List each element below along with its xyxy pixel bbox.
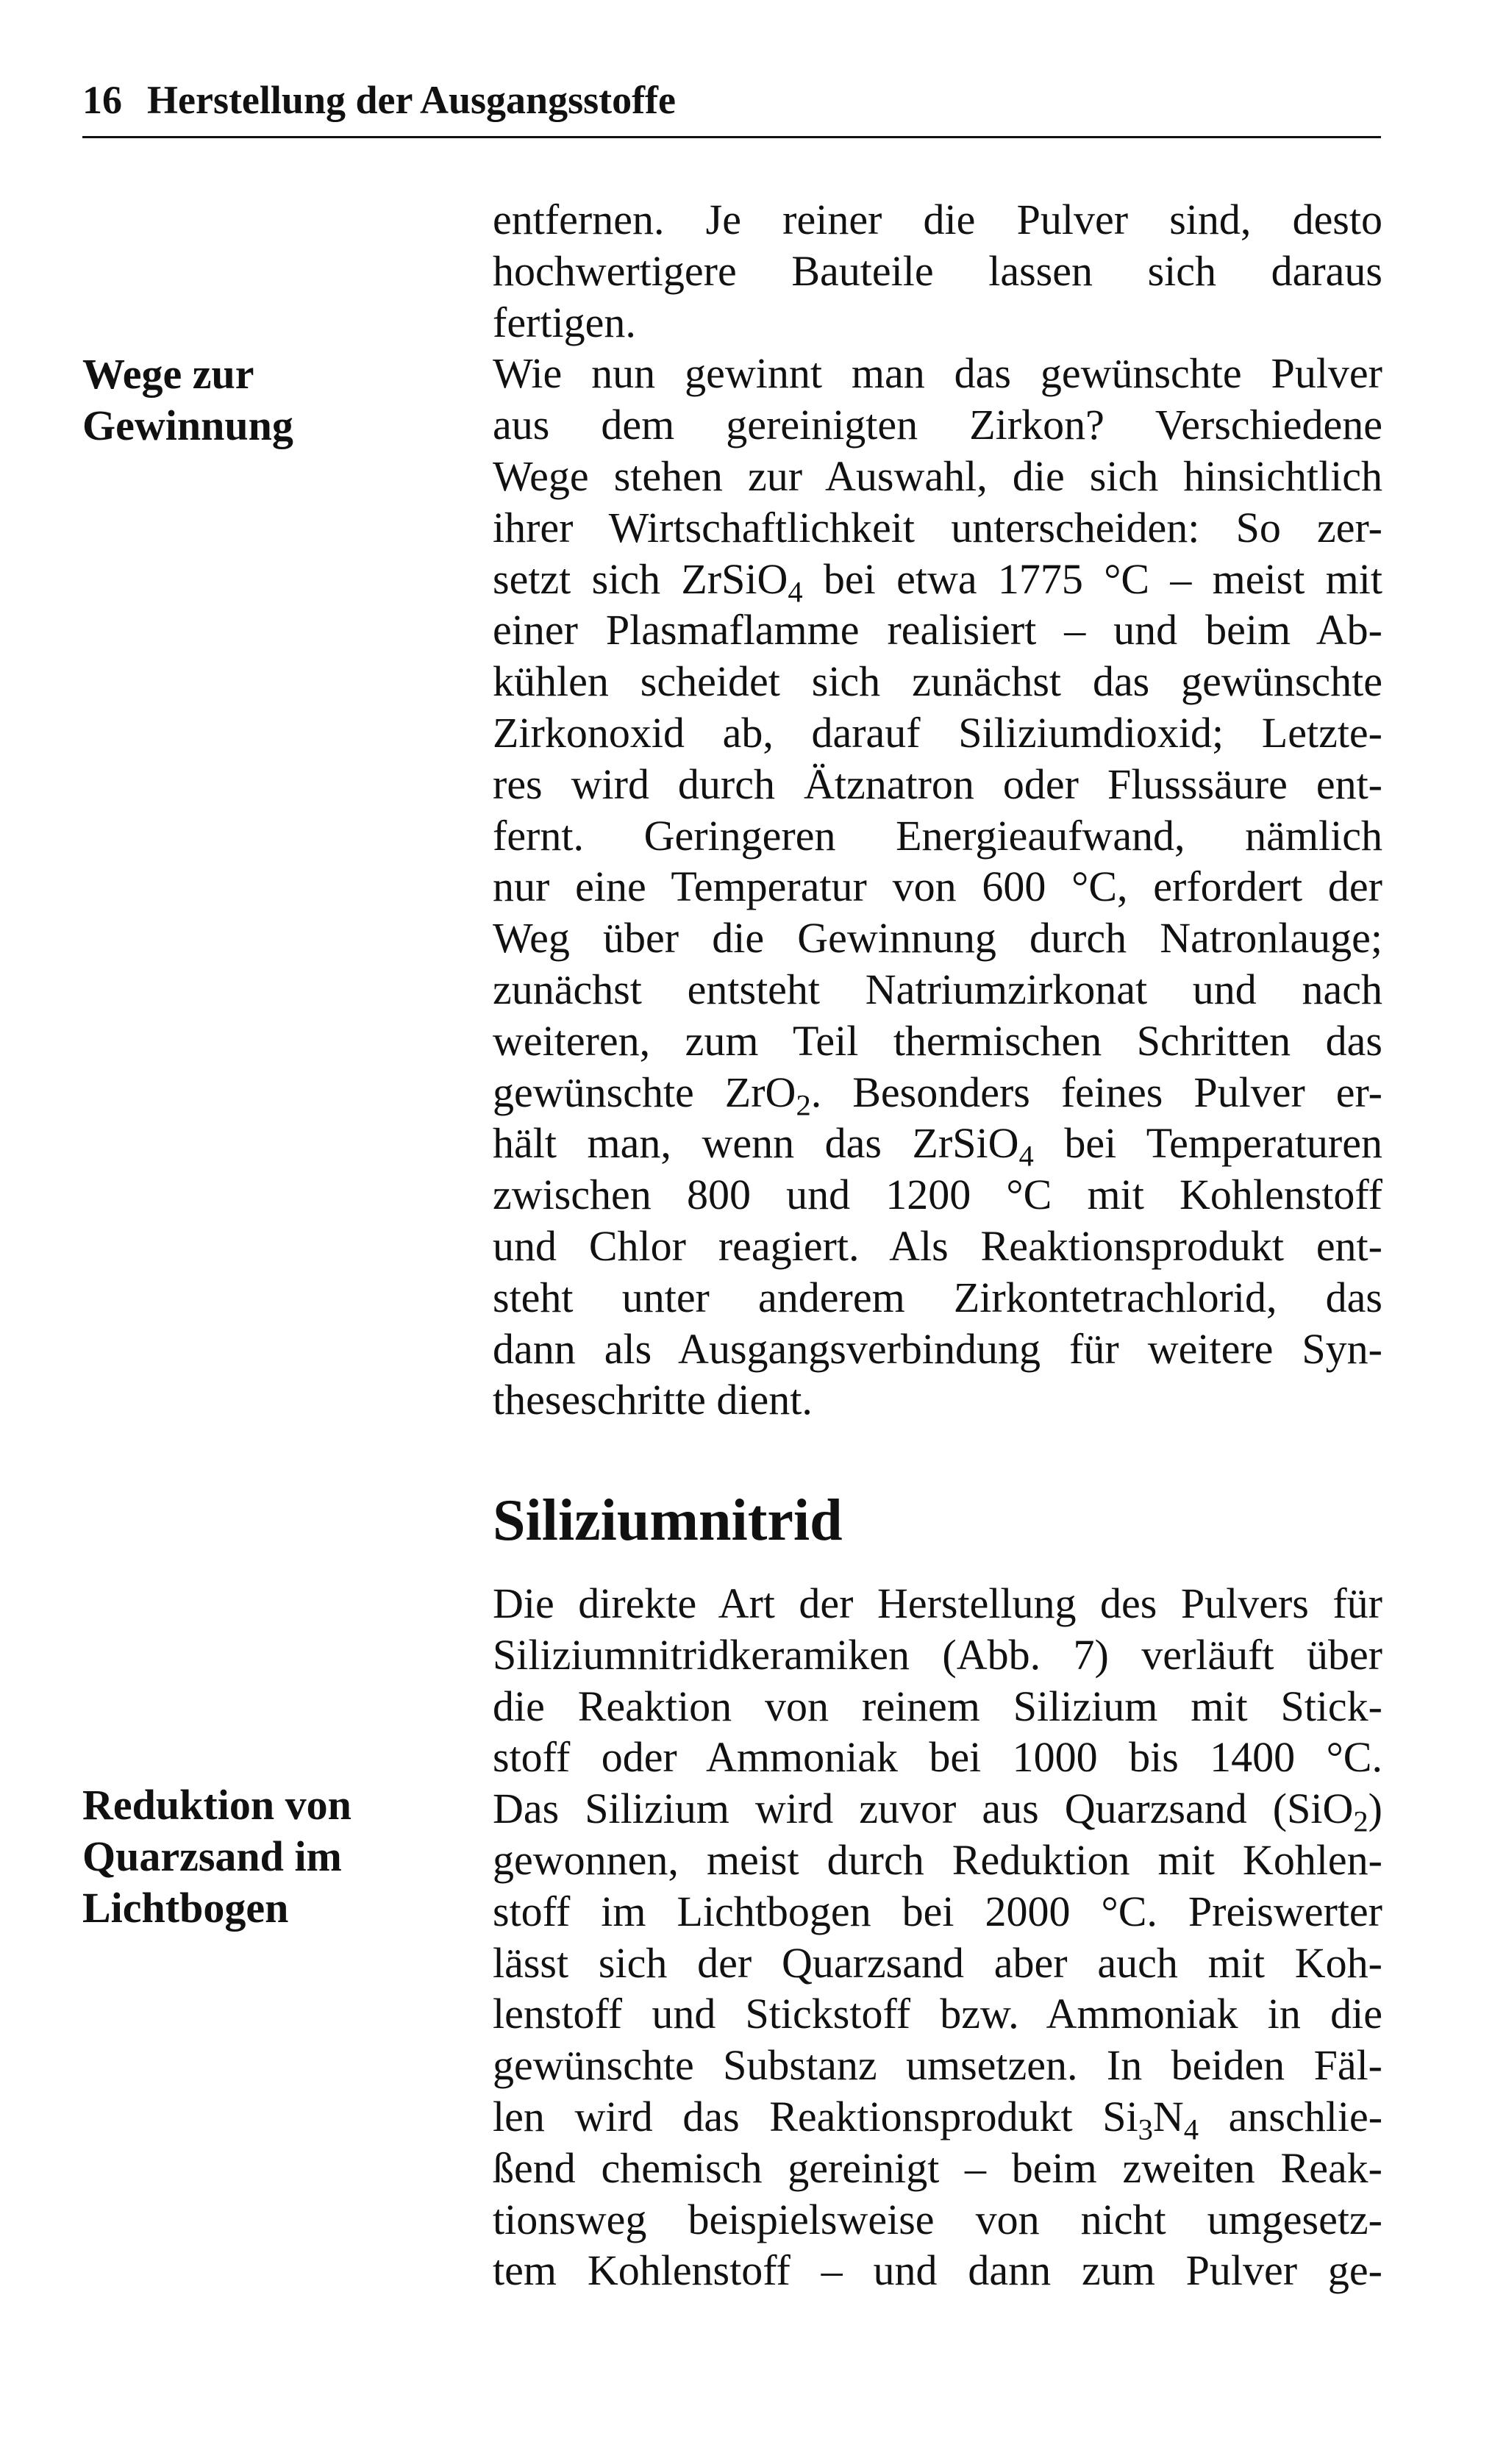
body-line: tionsweg beispielsweise von nicht umgesetz- — [493, 2195, 1382, 2243]
body-line: lenstoff und Stickstoff bzw. Ammoniak in die — [493, 1990, 1382, 2038]
body-line: stoff oder Ammoniak bei 1000 bis 1400 °C. — [493, 1733, 1382, 1782]
body-line: gewünschte Substanz umsetzen. In beiden Fäl- — [493, 2041, 1382, 2090]
body-text-siliziumnitrid — [493, 1578, 1382, 2296]
body-line: dann als Ausgangsverbindung für weitere Syn- — [493, 1324, 1382, 1373]
body-line: ihrer Wirtschaftlichkeit unterscheiden: So zer- — [493, 503, 1382, 551]
body-line: hochwertigere Bauteile lassen sich daraus — [493, 246, 1382, 295]
body-text-zirkonoxid — [493, 194, 1382, 1426]
body-line: theseschritte dient. — [493, 1376, 813, 1424]
body-line: setzt sich ZrSiO$_4$ bei etwa 1775 °C – meist mit — [493, 554, 1382, 608]
body-line: Die direkte Art der Herstellung des Pulvers für — [493, 1579, 1382, 1627]
margin-note-reduktion-von-quarzsand — [82, 1779, 494, 1934]
body-line: zunächst entsteht Natriumzirkonat und nach — [493, 965, 1382, 1013]
body-line: Wege stehen zur Auswahl, die sich hinsichtlich — [493, 451, 1382, 500]
margin-note-line: Gewinnung — [82, 401, 293, 449]
body-line: ßend chemisch gereinigt – beim zweiten Reak- — [493, 2143, 1382, 2192]
margin-note-line: Quarzsand im — [82, 1832, 342, 1880]
body-line: fernt. Geringeren Energieaufwand, nämlich — [493, 811, 1382, 860]
body-line: fertigen. — [493, 298, 636, 346]
body-line: Siliziumnitridkeramiken (Abb. 7) verläuft über — [493, 1630, 1382, 1679]
body-line: gewonnen, meist durch Reduktion mit Kohlen- — [493, 1835, 1382, 1884]
running-header — [82, 71, 1381, 138]
body-line: steht unter anderem Zirkontetrachlorid, das — [493, 1273, 1382, 1321]
body-line: aus dem gereinigten Zirkon? Verschiedene — [493, 401, 1382, 449]
body-line: gewünschte ZrO$_2$. Besonders feines Pulver er- — [493, 1068, 1382, 1121]
body-line: tem Kohlenstoff – und dann zum Pulver ge- — [493, 2246, 1382, 2295]
body-line: res wird durch Ätznatron oder Flusssäure ent- — [493, 760, 1382, 808]
body-line: entfernen. Je reiner die Pulver sind, desto — [493, 196, 1382, 243]
body-line: Das Silizium wird zuvor aus Quarzsand (SiO$_2$) — [493, 1785, 1382, 1838]
body-line: Wie nun gewinnt man das gewünschte Pulver — [493, 349, 1382, 398]
margin-note-line: Wege zur — [82, 350, 254, 398]
margin-note-line: Lichtbogen — [82, 1884, 289, 1932]
page-number: 16 — [82, 78, 122, 122]
running-title: Herstellung der Ausgangsstoffe — [147, 78, 677, 122]
margin-note-wege-zur-gewinnung — [82, 349, 494, 451]
body-line: die Reaktion von reinem Silizium mit Stick- — [493, 1682, 1382, 1730]
body-line: hält man, wenn das ZrSiO$_4$ bei Temperaturen — [493, 1119, 1382, 1173]
section-heading-siliziumnitrid: Siliziumnitrid — [493, 1488, 843, 1553]
body-line: einer Plasmaflamme realisiert – und beim Ab- — [493, 606, 1382, 654]
margin-note-line: Reduktion von — [82, 1781, 351, 1829]
body-line: lässt sich der Quarzsand aber auch mit Koh- — [493, 1938, 1382, 1987]
body-line: stoff im Lichtbogen bei 2000 °C. Preiswerter — [493, 1887, 1382, 1935]
header-text — [82, 71, 1381, 129]
body-line: kühlen scheidet sich zunächst das gewünschte — [493, 657, 1382, 706]
body-line: Zirkonoxid ab, darauf Siliziumdioxid; Letzte- — [493, 708, 1382, 757]
body-line: zwischen 800 und 1200 °C mit Kohlenstoff — [493, 1171, 1382, 1219]
body-line: und Chlor reagiert. Als Reaktionsprodukt ent- — [493, 1221, 1382, 1270]
body-line: Weg über die Gewinnung durch Natronlauge; — [493, 914, 1382, 963]
body-line: weiteren, zum Teil thermischen Schritten das — [493, 1016, 1382, 1065]
body-line: len wird das Reaktionsprodukt $Si_3N_4$ anschlie- — [493, 2092, 1383, 2146]
body-line: nur eine Temperatur von 600 °C, erfordert der — [493, 863, 1382, 911]
